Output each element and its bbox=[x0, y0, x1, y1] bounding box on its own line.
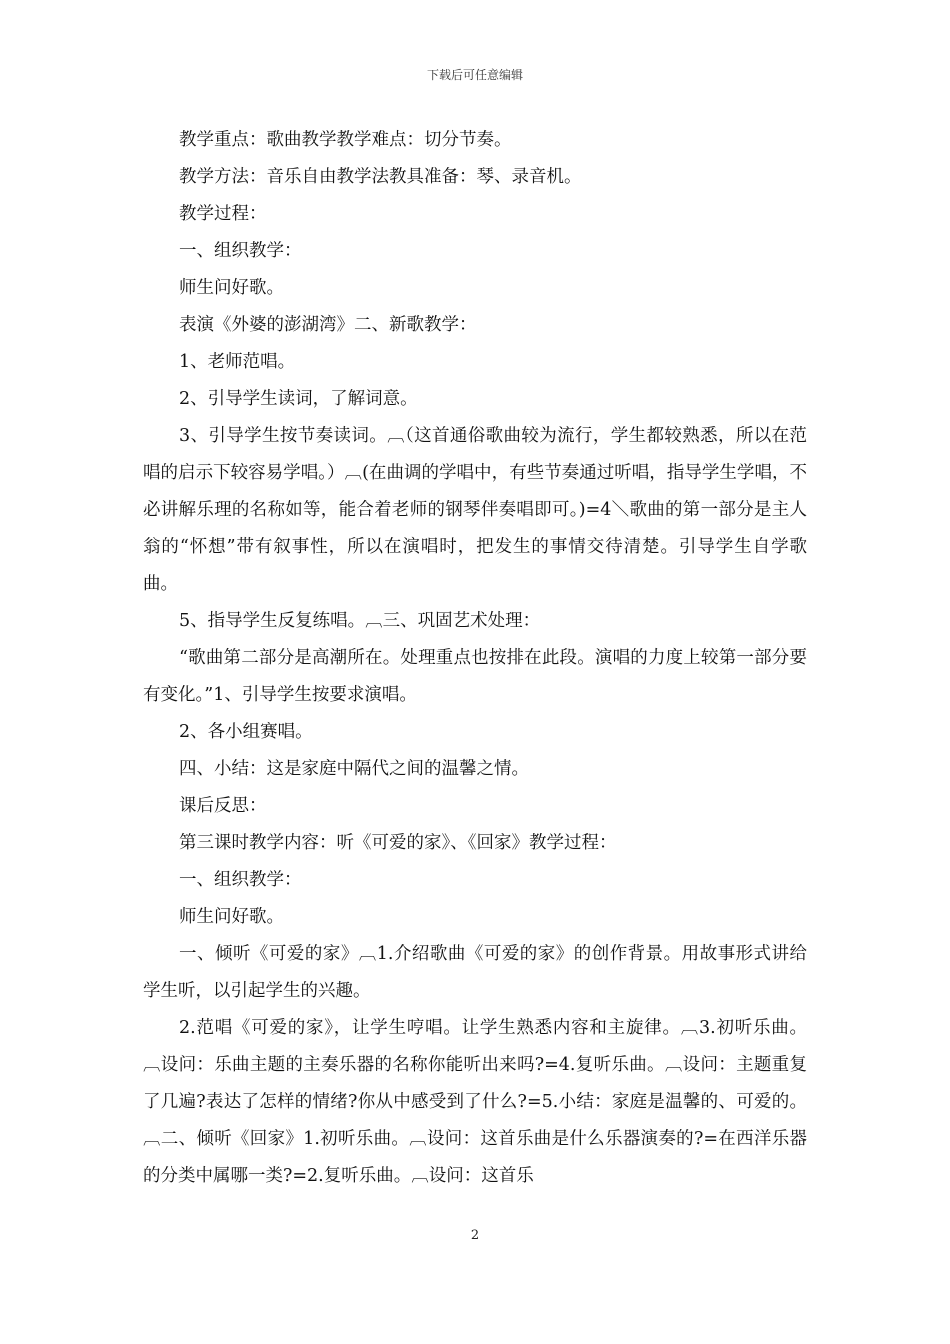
paragraph: 教学重点：歌曲教学教学难点：切分节奏。 bbox=[179, 130, 512, 150]
paragraph: 课后反思： bbox=[179, 796, 267, 816]
paragraph: 教学方法：音乐自由教学法教具准备：琴、录音机。 bbox=[179, 167, 582, 187]
paragraph: 师生问好歌。 bbox=[179, 278, 284, 298]
paragraph: 2、各小组赛唱。 bbox=[179, 722, 313, 742]
paragraph: 教学过程： bbox=[179, 204, 267, 224]
paragraph: 2、引导学生读词，了解词意。 bbox=[179, 389, 418, 409]
paragraph: 表演《外婆的澎湖湾》二、新歌教学： bbox=[179, 315, 477, 335]
paragraph: 2.范唱《可爱的家》，让学生哼唱。让学生熟悉内容和主旋律。︹3.初听乐曲。︹设问：乐曲主题的主奏乐器的名称你能听出来吗?=4.复听乐曲。︹设问：主题重复了几遍?表达了怎样的情绪?你从中感受到了什么?=5.小结：家庭是温馨的、可爱的。︹二、倾听《回家》1.初听乐曲。︹设问：这首乐曲是什么乐器演奏的?=在西洋乐器的分类中属哪一类?=2.复听乐曲。︹设问：这首乐 bbox=[143, 1018, 807, 1186]
paragraph: 一、倾听《可爱的家》︹1.介绍歌曲《可爱的家》的创作背景。用故事形式讲给学生听，以引起学生的兴趣。 bbox=[143, 944, 807, 1001]
page-number: 2 bbox=[470, 1228, 480, 1243]
document-body bbox=[143, 122, 807, 1195]
paragraph: 一、组织教学： bbox=[179, 241, 302, 261]
paragraph: 第三课时教学内容：听《可爱的家》、《回家》教学过程： bbox=[179, 833, 617, 853]
paragraph: 1、老师范唱。 bbox=[179, 352, 296, 372]
paragraph: 四、小结：这是家庭中隔代之间的温馨之情。 bbox=[179, 759, 529, 779]
paragraph: “歌曲第二部分是高潮所在。处理重点也按排在此段。演唱的力度上较第一部分要有变化。”1、引导学生按要求演唱。 bbox=[143, 648, 807, 705]
paragraph: 师生问好歌。 bbox=[179, 907, 284, 927]
page-header-note: 下载后可任意编辑 bbox=[426, 68, 523, 82]
paragraph: 5、指导学生反复练唱。︹三、巩固艺术处理： bbox=[179, 611, 541, 631]
paragraph: 3、引导学生按节奏读词。︹（这首通俗歌曲较为流行，学生都较熟悉，所以在范唱的启示下较容易学唱。）︹(在曲调的学唱中，有些节奏通过听唱，指导学生学唱，不必讲解乐理的名称如等，能合着老师的钢琴伴奏唱即可。)=4＼歌曲的第一部分是主人翁的“怀想”带有叙事性，所以在演唱时，把发生的事情交待清楚。引导学生自学歌曲。 bbox=[143, 426, 807, 594]
paragraph: 一、组织教学： bbox=[179, 870, 302, 890]
